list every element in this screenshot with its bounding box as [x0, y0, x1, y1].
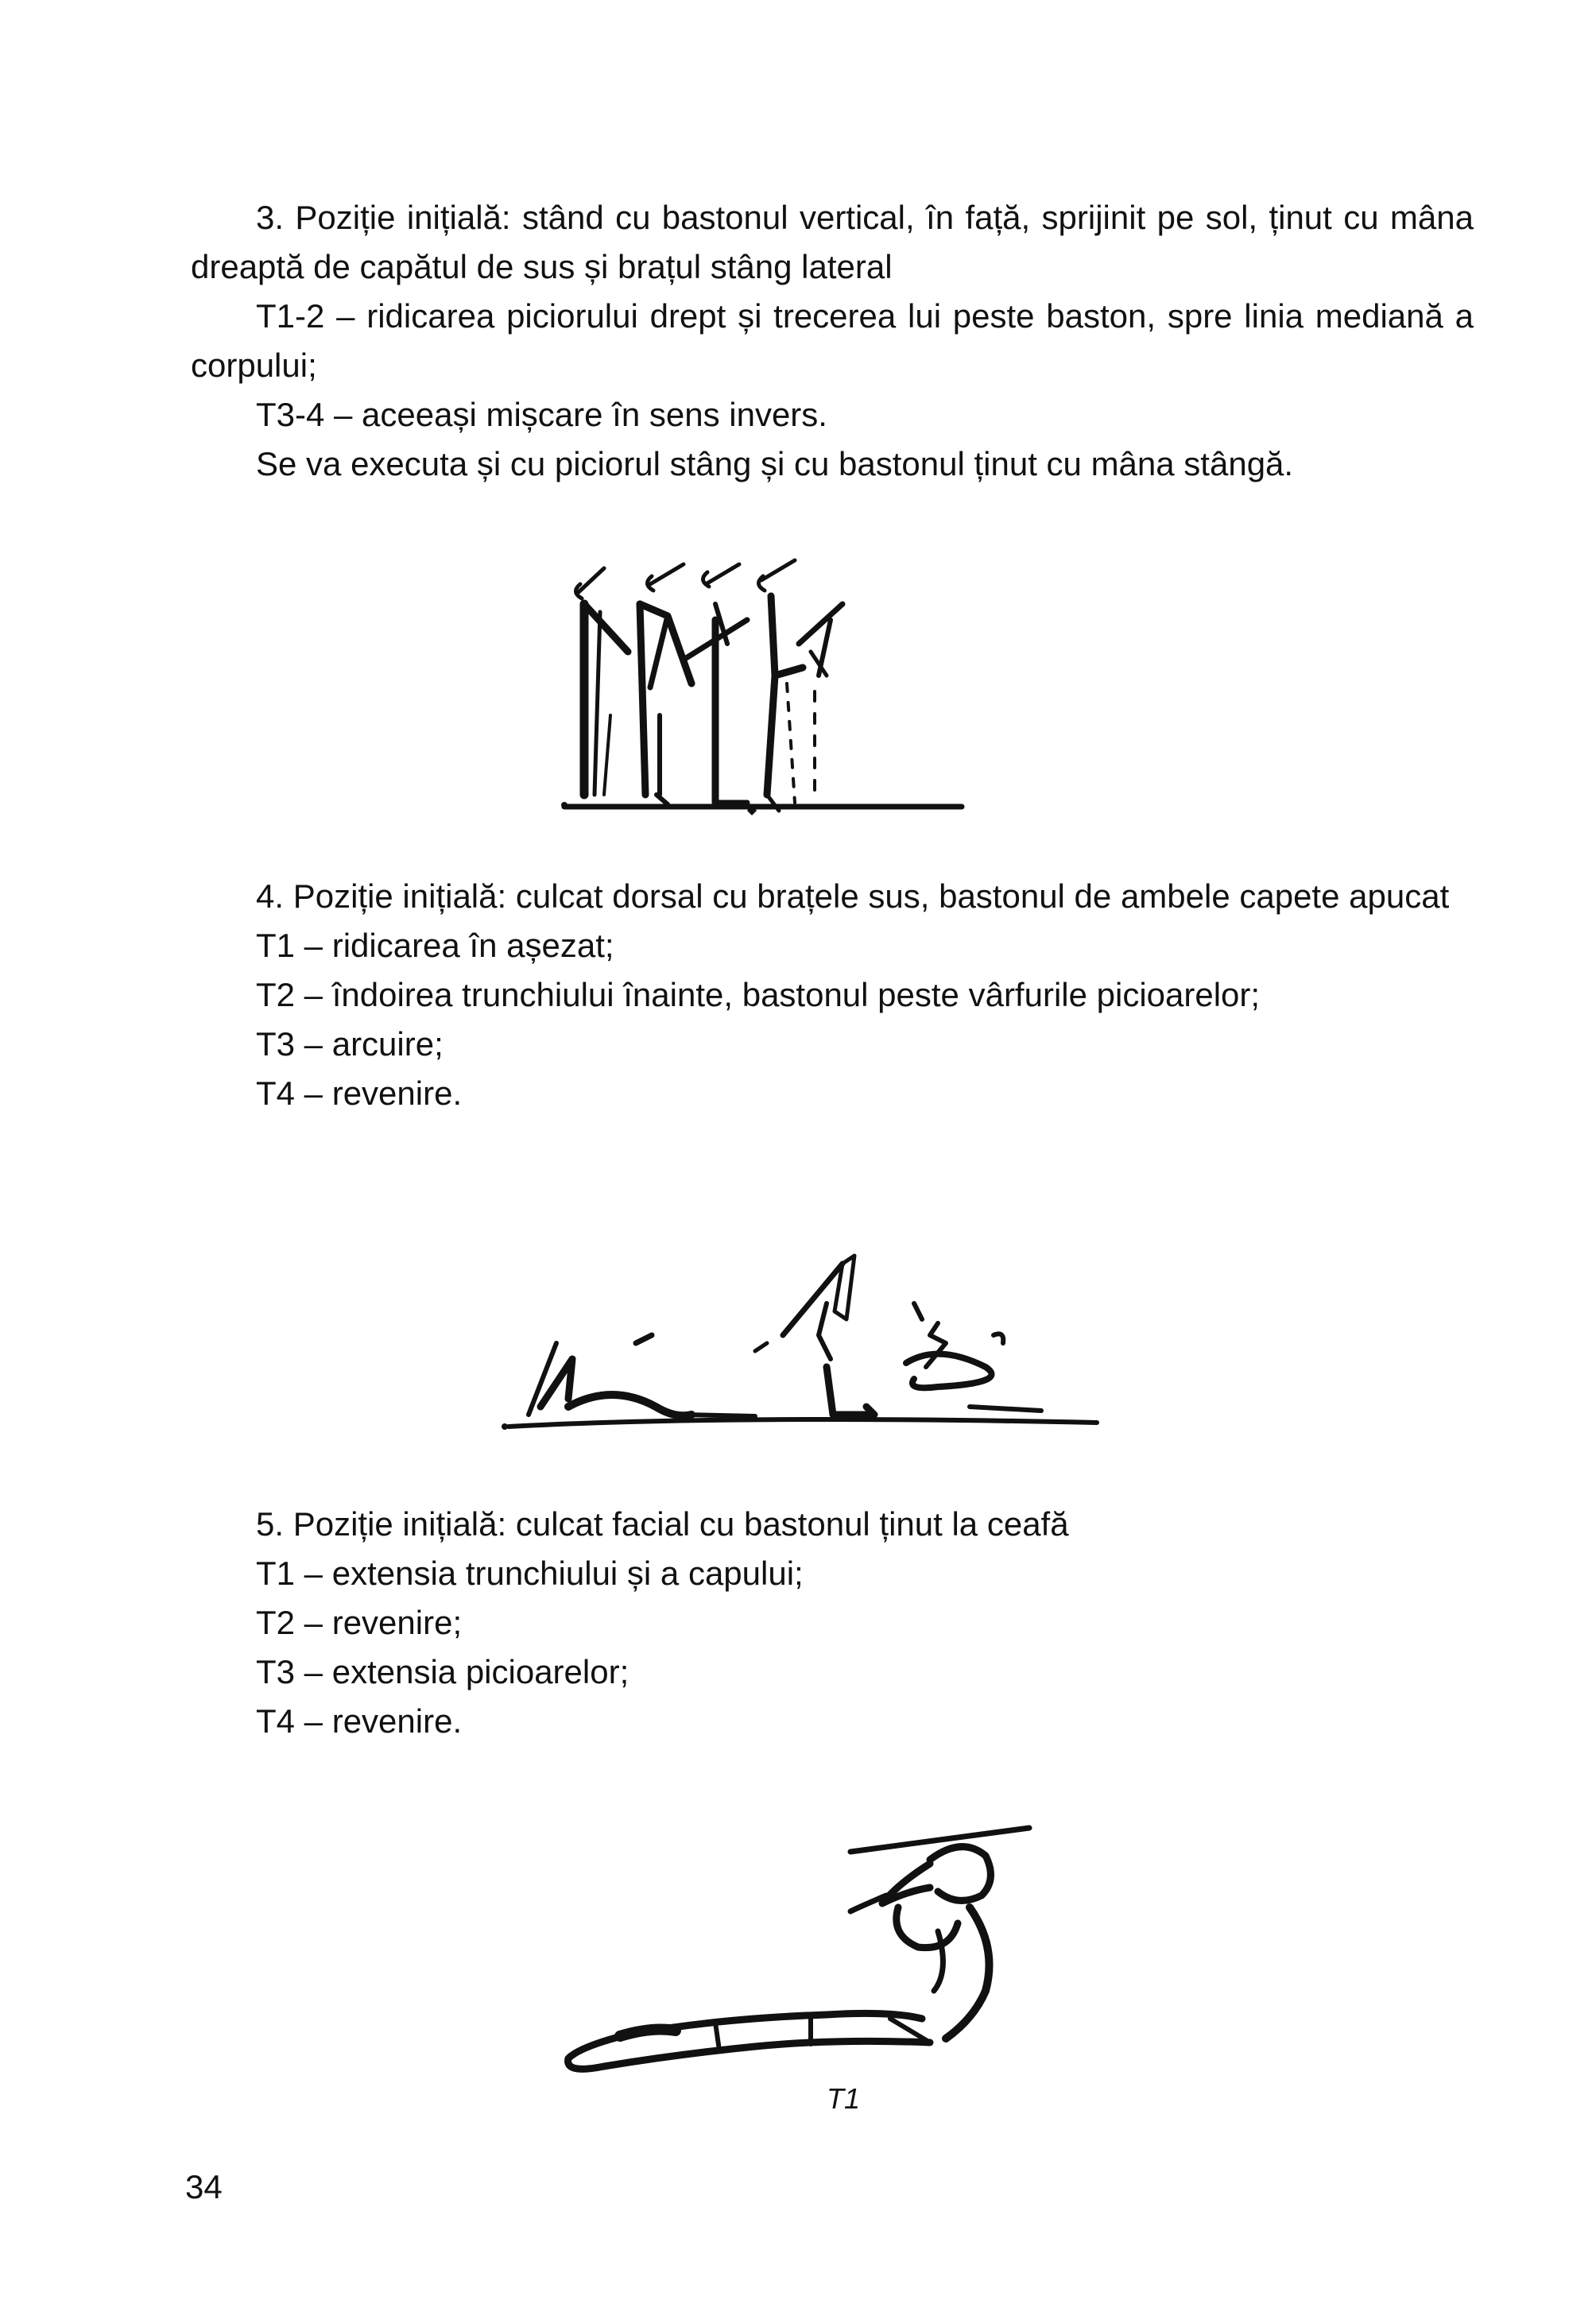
figure-standing-stick-sequence: [556, 556, 970, 827]
exercise-5-heading: 5. Poziție inițială: culcat facial cu bastonul ținut la ceafă: [256, 1505, 1069, 1543]
exercise-5-step: T2 – revenire;: [256, 1604, 463, 1641]
exercise-4-heading: 4. Poziție inițială: culcat dorsal cu brațele sus, bastonul de ambele capete apucat: [256, 877, 1450, 915]
exercise-5-step: T4 – revenire.: [256, 1702, 463, 1740]
exercise-3: [191, 193, 1474, 489]
exercise-3-step: T1-2 – ridicarea piciorului drept și trecerea lui peste baston, spre linia mediană a corpului;: [191, 297, 1474, 384]
exercise-4-step: T1 – ridicarea în așezat;: [256, 927, 614, 964]
exercise-3-note: Se va executa și cu piciorul stâng și cu bastonul ținut cu mâna stângă.: [256, 445, 1294, 482]
exercise-4-step: T3 – arcuire;: [256, 1025, 444, 1063]
exercise-5-step: T1 – extensia trunchiului și a capului;: [256, 1555, 804, 1592]
exercise-3-step: T3-4 – aceeași mișcare în sens invers.: [256, 396, 827, 433]
figure-caption: T1: [827, 2082, 861, 2115]
exercise-3-heading: 3. Poziție inițială: stând cu bastonul vertical, în față, sprijinit pe sol, ținut cu mâna dreaptă de capătul de sus și brațul stâng lateral: [191, 199, 1474, 285]
exercise-4-step: T4 – revenire.: [256, 1074, 463, 1112]
exercise-5-step: T3 – extensia picioarelor;: [256, 1653, 629, 1690]
exercise-4: [191, 872, 1474, 1118]
figure-lying-to-sitting-sequence: [493, 1248, 1113, 1438]
page-number: 34: [185, 2168, 223, 2205]
exercise-5: [191, 1500, 1474, 1746]
exercise-4-step: T2 – îndoirea trunchiului înainte, bastonul peste vârfurile picioarelor;: [256, 976, 1261, 1013]
figure-prone-extension: [556, 1820, 1049, 2082]
